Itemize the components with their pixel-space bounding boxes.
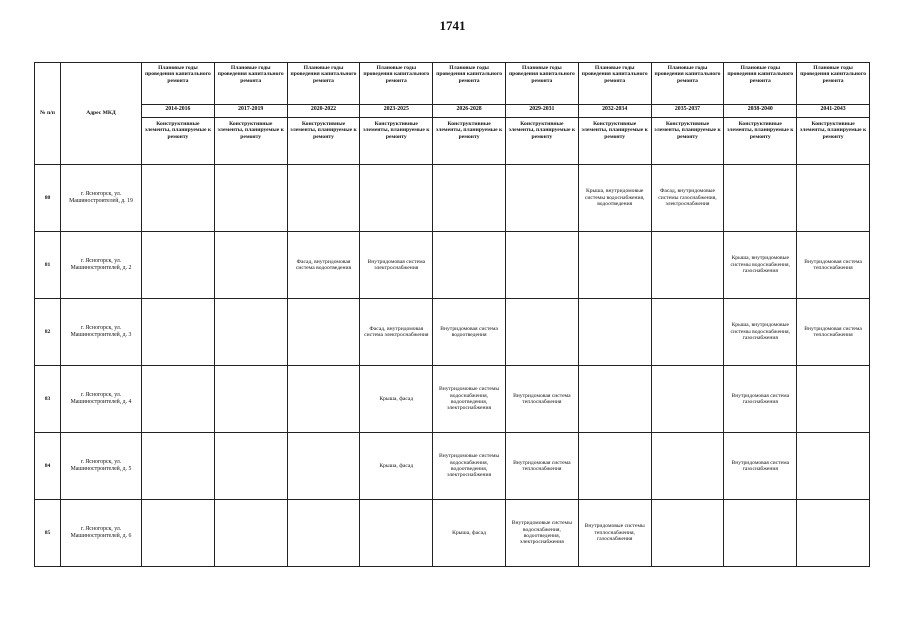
repair-cell	[214, 299, 287, 366]
element-label: Конструктивные элементы, планируемые к ремонту	[724, 118, 797, 165]
repair-cell	[142, 165, 215, 232]
plan-label: Плановые годы проведения капитального ремонта	[287, 63, 360, 105]
page-number: 1741	[439, 18, 466, 33]
plan-label: Плановые годы проведения капитального ремонта	[360, 63, 433, 105]
repair-cell	[142, 366, 215, 433]
repair-cell	[651, 232, 724, 299]
repair-cell	[214, 165, 287, 232]
repair-cell: Внутридомовые системы водоснабжения, водоотведения, электроснабжения	[433, 433, 506, 500]
repair-cell	[287, 500, 360, 567]
repair-cell	[724, 165, 797, 232]
period-cell: 2017-2019	[214, 105, 287, 118]
repair-cell	[360, 500, 433, 567]
element-label: Конструктивные элементы, планируемые к ремонту	[433, 118, 506, 165]
table-row	[35, 366, 870, 433]
repair-cell: Внутридомовая система теплоснабжения	[797, 232, 870, 299]
period-cell: 2026-2028	[433, 105, 506, 118]
repair-cell	[142, 433, 215, 500]
table-row	[35, 299, 870, 366]
element-label: Конструктивные элементы, планируемые к ремонту	[578, 118, 651, 165]
repair-cell: Внутридомовая система газоснабжения	[724, 433, 797, 500]
plan-label: Плановые годы проведения капитального ремонта	[505, 63, 578, 105]
row-address: г. Ясногорск, ул. Машиностроителей, д. 4	[61, 366, 142, 433]
row-address: г. Ясногорск, ул. Машиностроителей, д. 3	[61, 299, 142, 366]
table-row	[35, 232, 870, 299]
repair-cell: Внутридомовая система теплоснабжения	[505, 366, 578, 433]
plan-label: Плановые годы проведения капитального ремонта	[142, 63, 215, 105]
header-number: № п/п	[35, 63, 61, 165]
repair-cell	[578, 366, 651, 433]
repair-cell	[214, 232, 287, 299]
element-label-row	[35, 118, 870, 165]
element-label: Конструктивные элементы, планируемые к ремонту	[651, 118, 724, 165]
repair-cell	[142, 232, 215, 299]
element-label: Конструктивные элементы, планируемые к ремонту	[797, 118, 870, 165]
repair-cell: Внутридомовая система водоотведения	[433, 299, 506, 366]
repair-cell: Крыша, фасад	[360, 433, 433, 500]
capital-repair-table	[34, 62, 870, 567]
element-label: Конструктивные элементы, планируемые к ремонту	[142, 118, 215, 165]
plan-label: Плановые годы проведения капитального ремонта	[578, 63, 651, 105]
repair-cell: Внутридомовая система теплоснабжения	[505, 433, 578, 500]
repair-cell	[360, 165, 433, 232]
period-cell: 2035-2037	[651, 105, 724, 118]
header-address: Адрес МКД	[61, 63, 142, 165]
plan-label: Плановые годы проведения капитального ремонта	[797, 63, 870, 105]
repair-cell: Внутридомовые системы водоснабжения, водоотведения, электроснабжения	[433, 366, 506, 433]
repair-cell: Внутридомовая система газоснабжения	[724, 366, 797, 433]
repair-cell: Внутридомовые системы водоснабжения, водоотведения, электроснабжения	[505, 500, 578, 567]
repair-cell: Крыша, внутридомовые системы водоснабжения, водоотведения	[578, 165, 651, 232]
plan-label: Плановые годы проведения капитального ремонта	[433, 63, 506, 105]
repair-cell	[578, 232, 651, 299]
repair-cell: Внутридомовые системы теплоснабжения, газоснабжения	[578, 500, 651, 567]
repair-cell	[797, 433, 870, 500]
row-number: 84	[35, 433, 61, 500]
repair-cell	[287, 299, 360, 366]
repair-cell	[578, 299, 651, 366]
repair-cell	[724, 500, 797, 567]
repair-cell	[142, 299, 215, 366]
row-address: г. Ясногорск, ул. Машиностроителей, д. 19	[61, 165, 142, 232]
plan-label-row	[35, 63, 870, 105]
repair-cell	[797, 366, 870, 433]
plan-label: Плановые годы проведения капитального ремонта	[214, 63, 287, 105]
repair-cell	[651, 433, 724, 500]
repair-cell	[651, 500, 724, 567]
element-label: Конструктивные элементы, планируемые к ремонту	[287, 118, 360, 165]
repair-cell	[505, 165, 578, 232]
table-row	[35, 500, 870, 567]
period-cell: 2041-2043	[797, 105, 870, 118]
repair-cell	[505, 232, 578, 299]
table-row	[35, 433, 870, 500]
repair-cell: Внутридомовая система электроснабжения	[360, 232, 433, 299]
repair-cell: Фасад, внутридомовые системы газоснабжения, электроснабжения	[651, 165, 724, 232]
row-number: 83	[35, 366, 61, 433]
period-cell: 2014-2016	[142, 105, 215, 118]
repair-cell	[797, 500, 870, 567]
repair-cell	[505, 299, 578, 366]
period-cell: 2029-2031	[505, 105, 578, 118]
row-number: 85	[35, 500, 61, 567]
period-cell: 2023-2025	[360, 105, 433, 118]
row-address: г. Ясногорск, ул. Машиностроителей, д. 6	[61, 500, 142, 567]
element-label: Конструктивные элементы, планируемые к ремонту	[360, 118, 433, 165]
repair-cell: Фасад, внутридомовая система водоотведения	[287, 232, 360, 299]
element-label: Конструктивные элементы, планируемые к ремонту	[214, 118, 287, 165]
row-address: г. Ясногорск, ул. Машиностроителей, д. 5	[61, 433, 142, 500]
repair-cell: Крыша, внутридомовые системы водоснабжения, газоснабжения	[724, 232, 797, 299]
period-cell: 2032-2034	[578, 105, 651, 118]
repair-cell	[433, 232, 506, 299]
repair-cell: Крыша, фасад	[433, 500, 506, 567]
period-cell: 2038-2040	[724, 105, 797, 118]
repair-cell	[797, 165, 870, 232]
repair-cell	[287, 366, 360, 433]
element-label: Конструктивные элементы, планируемые к ремонту	[505, 118, 578, 165]
period-cell: 2020-2022	[287, 105, 360, 118]
repair-cell	[214, 500, 287, 567]
row-address: г. Ясногорск, ул. Машиностроителей, д. 2	[61, 232, 142, 299]
repair-cell	[287, 165, 360, 232]
repair-cell: Фасад, внутридомовая система электроснабжения	[360, 299, 433, 366]
repair-cell	[142, 500, 215, 567]
row-number: 81	[35, 232, 61, 299]
repair-cell	[214, 433, 287, 500]
repair-cell	[433, 165, 506, 232]
repair-cell	[287, 433, 360, 500]
period-row	[35, 105, 870, 118]
repair-cell	[651, 366, 724, 433]
row-number: 80	[35, 165, 61, 232]
repair-cell	[214, 366, 287, 433]
repair-cell: Крыша, фасад	[360, 366, 433, 433]
plan-label: Плановые годы проведения капитального ремонта	[724, 63, 797, 105]
plan-label: Плановые годы проведения капитального ремонта	[651, 63, 724, 105]
table-row	[35, 165, 870, 232]
repair-cell: Внутридомовая система теплоснабжения	[797, 299, 870, 366]
repair-cell	[578, 433, 651, 500]
row-number: 82	[35, 299, 61, 366]
repair-cell	[651, 299, 724, 366]
repair-cell: Крыша, внутридомовые системы водоснабжения, газоснабжения	[724, 299, 797, 366]
